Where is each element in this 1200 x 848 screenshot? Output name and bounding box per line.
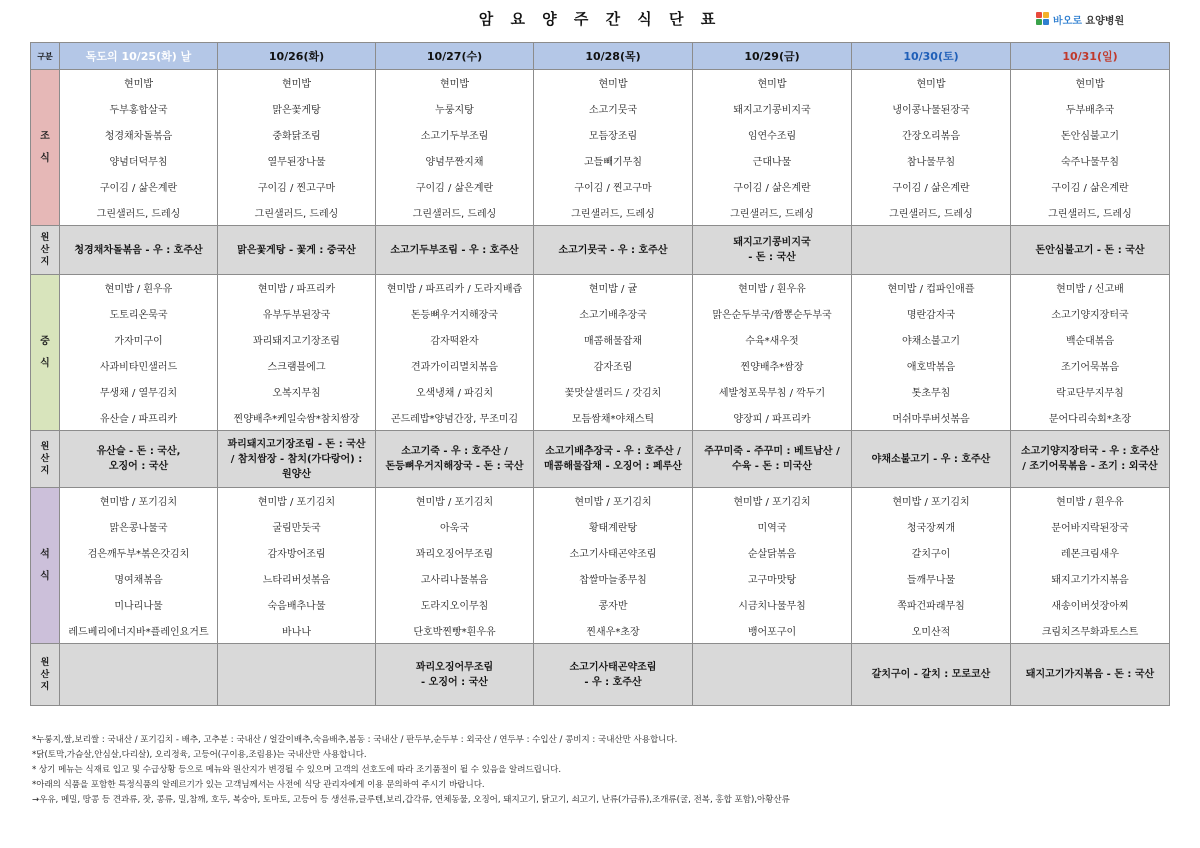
menu-item: 찐양배추*케일숙쌈*참치쌈장 [218,405,376,431]
menu-item: 맑은콩나물국 [60,514,218,540]
origin-label-char: 산 [40,669,50,680]
origin-label-char: 원 [40,657,50,668]
lunch-menu-row [31,301,1170,327]
footnote: *아래의 식품을 포함한 특정식품의 알레르기가 있는 고객님께서는 사전에 식당 관리자에게 이용 문의하여 주시기 바랍니다. [32,780,485,790]
menu-item: 모듬쌈채*야채스틱 [534,405,693,431]
logo-icon [1036,12,1050,26]
section-label-char: 중 [40,335,50,347]
menu-item: 현미밥 [60,70,218,96]
dinner-menu-row [31,618,1170,644]
menu-item: 소고기뭇국 [534,96,693,122]
menu-item: 청경채차돌볶음 [60,122,218,148]
menu-item: 아욱국 [376,514,534,540]
dinner-origin-row [31,644,1170,706]
origin-line: - 오징어 : 국산 [421,676,488,688]
category-header: 구분 [31,43,60,70]
dinner-menu-row [31,488,1170,514]
menu-item: 현미밥 / 흰우유 [693,275,852,301]
origin-line: 돈안심불고기 - 돈 : 국산 [1035,244,1145,256]
origin-info [218,644,376,706]
lunch-menu-row [31,379,1170,405]
day-header: 10/28(목) [534,43,693,70]
origin-info [376,431,534,488]
menu-item: 현미밥 / 포기김치 [852,488,1011,514]
origin-label-char: 지 [40,466,50,476]
breakfast-menu-row [31,70,1170,96]
menu-item: 매콤해물잡채 [534,327,693,353]
header-row [31,43,1170,70]
menu-item: 양장피 / 파프리카 [693,405,852,431]
menu-item: 돼지고기콩비지국 [693,96,852,122]
origin-line: 꽈리돼지고기장조림 - 돈 : 국산 [227,438,366,450]
day-header: 독도의 10/25(화) 날 [60,43,218,70]
lunch-menu-row [31,327,1170,353]
menu-item: 검은깨두부*볶은갓김치 [60,540,218,566]
menu-item: 두부홍합살국 [60,96,218,122]
origin-line: / 참치쌈장 - 참치(가다랑어) : [230,453,363,465]
origin-label [31,226,60,275]
section-label-char: 조 [40,130,50,142]
origin-line: - 우 : 호주산 [584,676,642,688]
menu-item: 레몬크림새우 [1011,540,1170,566]
menu-item: 애호박볶음 [852,353,1011,379]
origin-info [1011,431,1170,488]
origin-info [693,431,852,488]
menu-item: 구이김 / 삶은계란 [852,174,1011,200]
menu-item: 머쉬마루버섯볶음 [852,405,1011,431]
hospital-logo [1036,10,1124,28]
footnote: →우유, 메밀, 땅콩 등 견과류, 잣, 콩류, 밀,참깨, 호두, 복숭아, 토마토, 고등어 등 생선류,글루텐,보리,갑각류, 연체동물, 오징어, 돼지고기, 닭고기, 쇠고기, 난류(가금류),조개류(굴, 전복, 홍합 포함),아황산류 [32,795,790,805]
origin-info [60,226,218,275]
origin-line: 매콤해물잡채 - 오징어 : 페루산 [544,461,682,472]
page-title: 암 요 양 주 간 식 단 표 [478,10,722,28]
breakfast-menu-row [31,148,1170,174]
menu-item: 스크램블에그 [218,353,376,379]
menu-item: 현미밥 [1011,70,1170,96]
menu-item: 고사리나물볶음 [376,566,534,592]
section-label-char: 식 [40,152,50,164]
origin-line: 청경채차돌볶음 - 우 : 호주산 [74,244,203,256]
origin-line: 소고기두부조림 - 우 : 호주산 [390,244,519,256]
footnote: * 상기 메뉴는 식재료 입고 및 수급상황 등으로 메뉴와 원산지가 변경될 수 있으며 고객의 선호도에 따라 조기품절이 될 수 있음을 알려드립니다. [32,765,562,775]
menu-item: 새송이버섯장아찌 [1011,592,1170,618]
menu-item: 구이김 / 삶은계란 [1011,174,1170,200]
menu-item: 구이김 / 삶은계란 [60,174,218,200]
menu-item: 맑은순두부국/짬뽕순두부국 [693,301,852,327]
menu-item: 찹쌀마늘종무침 [534,566,693,592]
origin-label-char: 산 [40,245,50,255]
dinner-menu-row [31,566,1170,592]
dinner-menu-row [31,540,1170,566]
menu-item: 사과비타민샐러드 [60,353,218,379]
menu-item: 콩자반 [534,592,693,618]
breakfast-menu-row [31,96,1170,122]
menu-item: 현미밥 [218,70,376,96]
menu-item: 꽈리돼지고기장조림 [218,327,376,353]
origin-line: 돈등뼈우거지해장국 - 돈 : 국산 [385,461,524,472]
menu-item: 백순대볶음 [1011,327,1170,353]
menu-item: 명란감자국 [852,301,1011,327]
menu-item: 현미밥 / 포기김치 [376,488,534,514]
menu-item: 조기어묵볶음 [1011,353,1170,379]
menu-item: 현미밥 / 흰우유 [1011,488,1170,514]
section-label-char: 식 [40,570,50,582]
menu-item: 현미밥 / 파프리카 / 도라지배즙 [376,275,534,301]
menu-item: 현미밥 [693,70,852,96]
dinner-section-label [31,488,60,644]
breakfast-origin-row [31,226,1170,275]
origin-info [693,644,852,706]
origin-line: 돼지고기가지볶음 - 돈 : 국산 [1025,669,1155,680]
origin-info [852,431,1011,488]
footnote: *누룽지,쌀,보리쌀 : 국내산 / 포기김치 - 배추, 고추분 : 국내산 / 얼갈이배추,숙음배추,봄동 : 국내산 / 판두부,순두부 : 외국산 / 연두부 : 수입산 / 콩비지 : 국내산만 사용합니다. [32,735,678,745]
menu-item: 현미밥 / 컵파인애플 [852,275,1011,301]
menu-item: 꽈리오징어무조림 [376,540,534,566]
breakfast-menu-row [31,174,1170,200]
origin-info [1011,644,1170,706]
origin-line: 수육 - 돈 : 미국산 [731,461,813,472]
menu-item: 모듬장조림 [534,122,693,148]
menu-item: 느타리버섯볶음 [218,566,376,592]
menu-item: 구이김 / 삶은계란 [693,174,852,200]
menu-item: 그린샐러드, 드레싱 [1011,200,1170,226]
origin-info [852,226,1011,275]
menu-item: 현미밥 / 흰우유 [60,275,218,301]
day-header: 10/26(화) [218,43,376,70]
breakfast-menu-row [31,200,1170,226]
menu-item: 명여채볶음 [60,566,218,592]
menu-item: 수육*새우젓 [693,327,852,353]
menu-item: 현미밥 [376,70,534,96]
menu-item: 맑은꽃게탕 [218,96,376,122]
menu-item: 구이김 / 삶은계란 [376,174,534,200]
origin-line: 소고기뭇국 - 우 : 호주산 [558,244,668,256]
menu-item: 양념더덕무침 [60,148,218,174]
menu-item: 단호박찐빵*흰우유 [376,618,534,644]
origin-info [534,431,693,488]
menu-item: 중화닭조림 [218,122,376,148]
menu-item: 가자미구이 [60,327,218,353]
footnotes [32,733,1172,808]
menu-item: 냉이콩나물된장국 [852,96,1011,122]
menu-item: 그린샐러드, 드레싱 [693,200,852,226]
menu-item: 찐새우*초장 [534,618,693,644]
menu-item: 소고기두부조림 [376,122,534,148]
origin-info [1011,226,1170,275]
menu-item: 구이김 / 찐고구마 [218,174,376,200]
origin-line: 주꾸미죽 - 주꾸미 : 베트남산 / [704,446,840,457]
menu-item: 갈치구이 [852,540,1011,566]
menu-item: 돼지고기가지볶음 [1011,566,1170,592]
origin-info [693,226,852,275]
origin-label-char: 원 [40,233,50,243]
origin-line: 유산슬 - 돈 : 국산, [96,446,181,457]
menu-item: 열무된장나물 [218,148,376,174]
menu-item: 레드베리에너지바*플레인요거트 [60,618,218,644]
origin-label-char: 지 [40,681,50,692]
origin-label-char: 산 [40,454,50,464]
menu-item: 청국장찌개 [852,514,1011,540]
origin-info [60,431,218,488]
menu-item: 순살닭볶음 [693,540,852,566]
menu-item: 그린샐러드, 드레싱 [376,200,534,226]
menu-item: 숙음배추나물 [218,592,376,618]
menu-item: 현미밥 / 포기김치 [693,488,852,514]
menu-item: 세발청포묵무침 / 깍두기 [693,379,852,405]
origin-line: - 돈 : 국산 [748,252,796,263]
menu-item: 현미밥 / 귤 [534,275,693,301]
lunch-menu-row [31,275,1170,301]
origin-info [534,644,693,706]
menu-item: 현미밥 / 포기김치 [60,488,218,514]
lunch-origin-row [31,431,1170,488]
menu-item: 유부두부된장국 [218,301,376,327]
menu-item: 유산슬 / 파프리카 [60,405,218,431]
menu-item: 미역국 [693,514,852,540]
menu-item: 무생채 / 열무김치 [60,379,218,405]
menu-item: 현미밥 / 포기김치 [218,488,376,514]
menu-item: 톳초무침 [852,379,1011,405]
menu-item: 구이김 / 찐고구마 [534,174,693,200]
menu-item: 고구마맛탕 [693,566,852,592]
menu-item: 소고기사태곤약조림 [534,540,693,566]
menu-item: 야채소불고기 [852,327,1011,353]
menu-item: 오복지무침 [218,379,376,405]
menu-item: 소고기배추장국 [534,301,693,327]
breakfast-section-label [31,70,60,226]
breakfast-menu-row [31,122,1170,148]
origin-info [218,226,376,275]
menu-item: 찐양배추*쌈장 [693,353,852,379]
menu-item: 문어바지락된장국 [1011,514,1170,540]
origin-line: / 조기어묵볶음 - 조기 : 외국산 [1022,461,1158,472]
menu-item: 꽃맛살샐러드 / 갓김치 [534,379,693,405]
origin-line: 원양산 [282,468,311,480]
menu-item: 고들빼기무침 [534,148,693,174]
menu-item: 황태계란탕 [534,514,693,540]
menu-item: 견과가이리멸치볶음 [376,353,534,379]
menu-item: 그린샐러드, 드레싱 [852,200,1011,226]
section-label-char: 식 [40,357,50,369]
menu-item: 오색냉채 / 파김치 [376,379,534,405]
menu-item: 문어다리숙회*초장 [1011,405,1170,431]
menu-item: 임연수조림 [693,122,852,148]
weekly-menu-table [30,42,1170,706]
day-header-sunday: 10/31(일) [1011,43,1170,70]
origin-label-char: 지 [40,257,50,267]
day-header-saturday: 10/30(토) [852,43,1011,70]
lunch-menu-row [31,405,1170,431]
origin-line: 소고기죽 - 우 : 호주산 / [401,446,508,457]
origin-line: 야채소불고기 - 우 : 호주산 [871,453,991,465]
origin-line: 꽈리오징어무조림 [415,661,494,673]
day-header: 10/29(금) [693,43,852,70]
section-label-char: 석 [40,548,50,560]
dinner-menu-row [31,514,1170,540]
origin-info [376,644,534,706]
origin-label-char: 원 [40,442,50,452]
lunch-menu-row [31,353,1170,379]
menu-item: 양념무짠지채 [376,148,534,174]
menu-item: 쪽파건파래무침 [852,592,1011,618]
menu-item: 현미밥 / 포기김치 [534,488,693,514]
menu-item: 굴림만둣국 [218,514,376,540]
lunch-section-label [31,275,60,431]
menu-item: 현미밥 / 신고배 [1011,275,1170,301]
menu-item: 돈안심불고기 [1011,122,1170,148]
origin-line: 소고기배추장국 - 우 : 호주산 / [545,446,681,457]
menu-item: 바나나 [218,618,376,644]
menu-item: 현미밥 [852,70,1011,96]
menu-item: 감자떡완자 [376,327,534,353]
menu-item: 두부배추국 [1011,96,1170,122]
menu-item: 그린샐러드, 드레싱 [534,200,693,226]
origin-line: 돼지고기콩비지국 [733,237,811,248]
menu-item: 참나물무침 [852,148,1011,174]
origin-line: 갈치구이 - 갈치 : 모로코산 [871,669,991,680]
menu-item: 락교단무지무침 [1011,379,1170,405]
dinner-menu-row [31,592,1170,618]
origin-line: 맑은꽃게탕 - 꽃게 : 중국산 [237,244,356,256]
footnote: *닭(토막,가슴살,안심살,다리살), 오리정육, 고등어(구이용,조림용)는 국내산만 사용합니다. [32,750,367,760]
menu-item: 들깨무나물 [852,566,1011,592]
menu-item: 그린샐러드, 드레싱 [218,200,376,226]
menu-item: 근대나물 [693,148,852,174]
menu-item: 시금치나물무침 [693,592,852,618]
origin-line: 오징어 : 국산 [108,461,169,472]
day-header: 10/27(수) [376,43,534,70]
origin-label [31,644,60,706]
menu-item: 도토리온묵국 [60,301,218,327]
origin-line: 소고기사태곤약조림 [569,661,657,673]
menu-item: 크림치즈무화과토스트 [1011,618,1170,644]
origin-label [31,431,60,488]
menu-item: 뱅어포구이 [693,618,852,644]
origin-info [534,226,693,275]
origin-info [376,226,534,275]
origin-info [218,431,376,488]
menu-item: 도라지오이무침 [376,592,534,618]
menu-item: 돈등뼈우거지해장국 [376,301,534,327]
menu-item: 오미산적 [852,618,1011,644]
menu-item: 미나리나물 [60,592,218,618]
origin-info [60,644,218,706]
logo-text: 바오로 요양병원 [1053,15,1125,27]
menu-item: 현미밥 [534,70,693,96]
menu-item: 간장오리볶음 [852,122,1011,148]
menu-item: 누룽지탕 [376,96,534,122]
menu-item: 감자방어조림 [218,540,376,566]
menu-item: 숙주나물무침 [1011,148,1170,174]
menu-item: 감자조림 [534,353,693,379]
origin-info [852,644,1011,706]
menu-item: 현미밥 / 파프리카 [218,275,376,301]
origin-line: 소고기양지장터국 - 우 : 호주산 [1021,446,1159,457]
menu-item: 그린샐러드, 드레싱 [60,200,218,226]
menu-item: 소고기양지장터국 [1011,301,1170,327]
menu-item: 곤드레밥*양념간장, 무조미김 [376,405,534,431]
